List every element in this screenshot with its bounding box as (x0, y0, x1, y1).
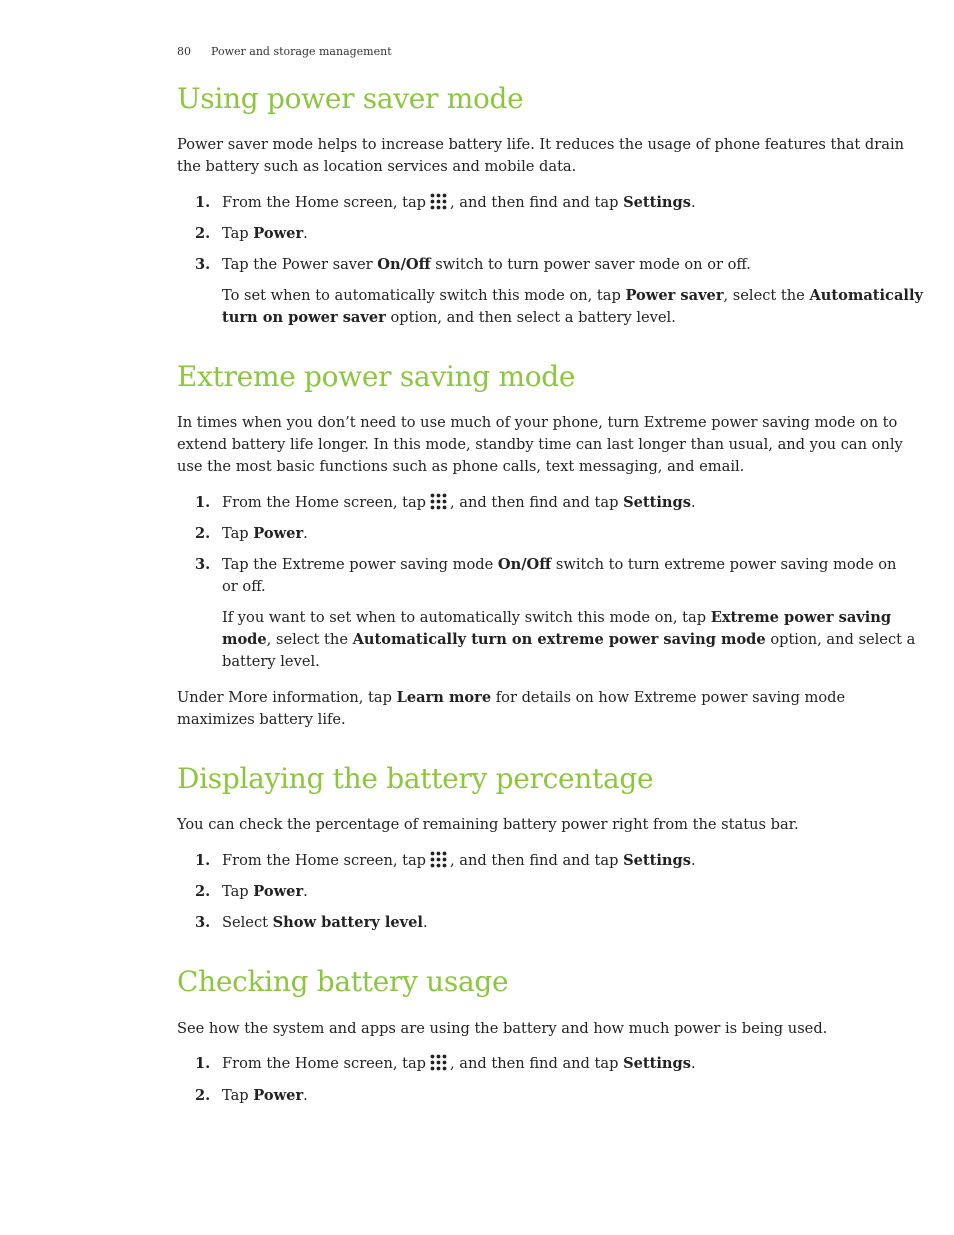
paragraph: or off. (222, 578, 266, 595)
section-name: Power and storage management (211, 45, 392, 58)
paragraph: the battery such as location services and mobile data. (177, 158, 577, 175)
apps-grid-icon (430, 193, 447, 210)
paragraph: Under More information, tap Learn more for details on how Extreme power saving mode (177, 689, 846, 706)
running-header (177, 45, 392, 58)
paragraph: See how the system and apps are using the battery and how much power is being used. (177, 1020, 828, 1037)
note-paragraph: turn on power saver option, and then select a battery level. (222, 309, 676, 326)
section-title-battery-percentage: Displaying the battery percentage (177, 762, 654, 795)
page-number: 80 (177, 45, 191, 58)
note-paragraph: battery level. (222, 653, 320, 670)
apps-grid-icon (430, 851, 447, 868)
paragraph: You can check the percentage of remaining battery power right from the status bar. (177, 816, 799, 833)
section-title-battery-usage: Checking battery usage (177, 965, 509, 998)
apps-grid-icon (430, 1054, 447, 1071)
note-paragraph: mode, select the Automatically turn on extreme power saving mode option, and select a (222, 631, 916, 648)
section-title-extreme-power: Extreme power saving mode (177, 360, 576, 393)
note-paragraph: To set when to automatically switch this mode on, tap Power saver, select the Automatically (222, 287, 923, 304)
paragraph: extend battery life longer. In this mode, standby time can last longer than usual, and you can only (177, 436, 903, 453)
section-title-power-saver: Using power saver mode (177, 82, 524, 115)
paragraph: maximizes battery life. (177, 711, 346, 728)
note-paragraph: If you want to set when to automatically switch this mode on, tap Extreme power saving (222, 609, 892, 626)
apps-grid-icon (430, 493, 447, 510)
paragraph: Power saver mode helps to increase battery life. It reduces the usage of phone features that drain (177, 136, 905, 153)
paragraph: In times when you don’t need to use much of your phone, turn Extreme power saving mode on to (177, 414, 898, 431)
paragraph: use the most basic functions such as phone calls, text messaging, and email. (177, 458, 745, 475)
